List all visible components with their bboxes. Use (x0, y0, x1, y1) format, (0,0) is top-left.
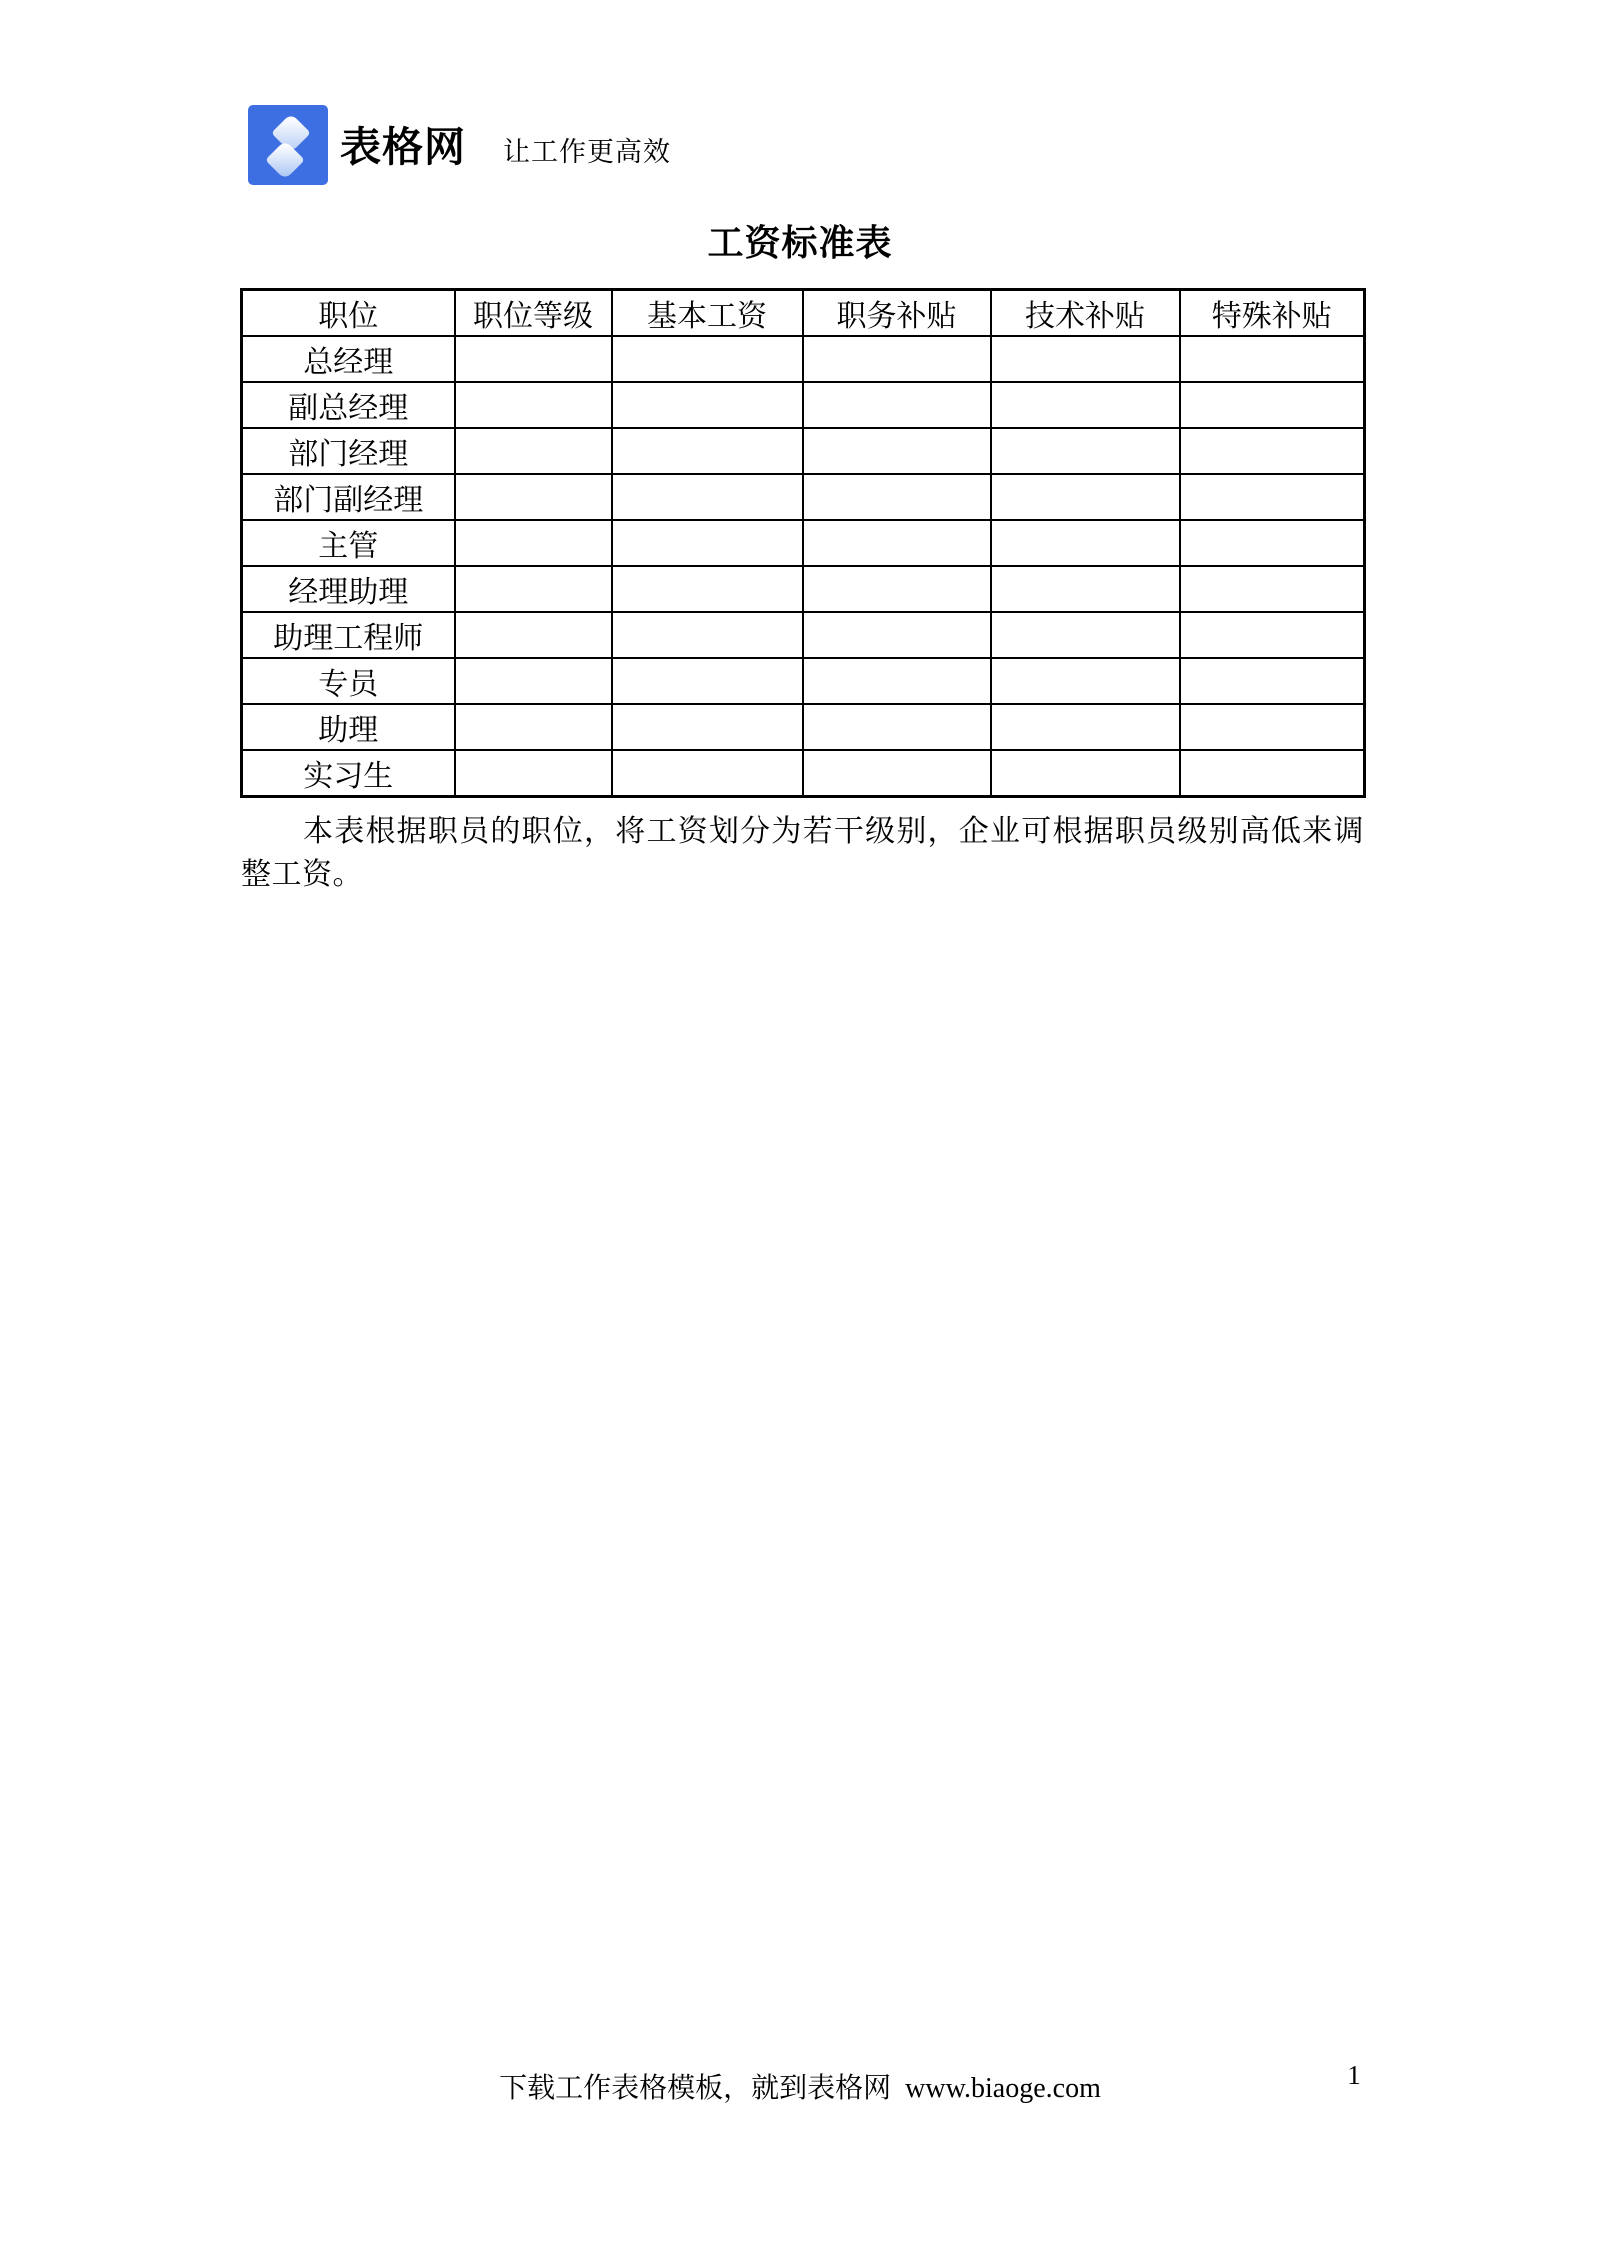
empty-cell (803, 704, 991, 750)
empty-cell (455, 750, 612, 797)
empty-cell (612, 566, 803, 612)
biaoge-logo-icon (248, 105, 328, 185)
table-row (242, 474, 1365, 520)
empty-cell (991, 382, 1180, 428)
table-row (242, 658, 1365, 704)
empty-cell (612, 658, 803, 704)
empty-cell (612, 520, 803, 566)
table-row (242, 520, 1365, 566)
empty-cell (612, 704, 803, 750)
position-cell: 副总经理 (242, 382, 455, 428)
column-header-duty-allowance: 职务补贴 (803, 290, 991, 337)
column-header-tech-allowance: 技术补贴 (991, 290, 1180, 337)
position-cell: 实习生 (242, 750, 455, 797)
position-cell: 助理 (242, 704, 455, 750)
column-header-base-salary: 基本工资 (612, 290, 803, 337)
table-row (242, 382, 1365, 428)
page-number: 1 (1347, 2060, 1361, 2090)
empty-cell (803, 382, 991, 428)
position-cell: 经理助理 (242, 566, 455, 612)
empty-cell (455, 428, 612, 474)
empty-cell (1180, 658, 1365, 704)
empty-cell (991, 520, 1180, 566)
empty-cell (455, 566, 612, 612)
empty-cell (1180, 474, 1365, 520)
empty-cell (1180, 750, 1365, 797)
empty-cell (991, 336, 1180, 382)
empty-cell (612, 474, 803, 520)
empty-cell (455, 520, 612, 566)
position-cell: 专员 (242, 658, 455, 704)
empty-cell (991, 658, 1180, 704)
empty-cell (455, 704, 612, 750)
column-header-special-allowance: 特殊补贴 (1180, 290, 1365, 337)
empty-cell (803, 474, 991, 520)
table-row (242, 704, 1365, 750)
page-title: 工资标准表 (707, 223, 893, 263)
table-row (242, 750, 1365, 797)
empty-cell (455, 474, 612, 520)
position-cell: 助理工程师 (242, 612, 455, 658)
empty-cell (1180, 336, 1365, 382)
position-cell: 部门经理 (242, 428, 455, 474)
empty-cell (991, 750, 1180, 797)
footer-text: 下载工作表格模板，就到表格网 www.biaoge.com (499, 2073, 1101, 2104)
empty-cell (455, 336, 612, 382)
empty-cell (612, 750, 803, 797)
empty-cell (612, 382, 803, 428)
empty-cell (1180, 704, 1365, 750)
position-cell: 主管 (242, 520, 455, 566)
empty-cell (1180, 520, 1365, 566)
empty-cell (612, 336, 803, 382)
empty-cell (1180, 612, 1365, 658)
empty-cell (991, 704, 1180, 750)
empty-cell (1180, 566, 1365, 612)
empty-cell (803, 428, 991, 474)
table-row (242, 612, 1365, 658)
brand-tagline: 让工作更高效 (503, 137, 671, 167)
brand-name: 表格网 (340, 124, 466, 170)
empty-cell (455, 658, 612, 704)
empty-cell (803, 750, 991, 797)
column-header-grade: 职位等级 (455, 290, 612, 337)
empty-cell (991, 428, 1180, 474)
column-header-position: 职位 (242, 290, 455, 337)
table-header-row (242, 290, 1365, 337)
empty-cell (612, 612, 803, 658)
empty-cell (991, 612, 1180, 658)
empty-cell (1180, 428, 1365, 474)
empty-cell (991, 474, 1180, 520)
table-row (242, 336, 1365, 382)
empty-cell (1180, 382, 1365, 428)
empty-cell (803, 520, 991, 566)
table-row (242, 566, 1365, 612)
empty-cell (455, 382, 612, 428)
empty-cell (803, 612, 991, 658)
position-cell: 部门副经理 (242, 474, 455, 520)
table-row (242, 428, 1365, 474)
empty-cell (803, 658, 991, 704)
empty-cell (991, 566, 1180, 612)
note-paragraph: 本表根据职员的职位，将工资划分为若干级别，企业可根据职员级别高低来调整工资。 (241, 815, 1364, 891)
salary-table (240, 288, 1366, 798)
logo-diamond-bottom (265, 140, 305, 180)
empty-cell (803, 566, 991, 612)
empty-cell (803, 336, 991, 382)
position-cell: 总经理 (242, 336, 455, 382)
empty-cell (455, 612, 612, 658)
empty-cell (612, 428, 803, 474)
